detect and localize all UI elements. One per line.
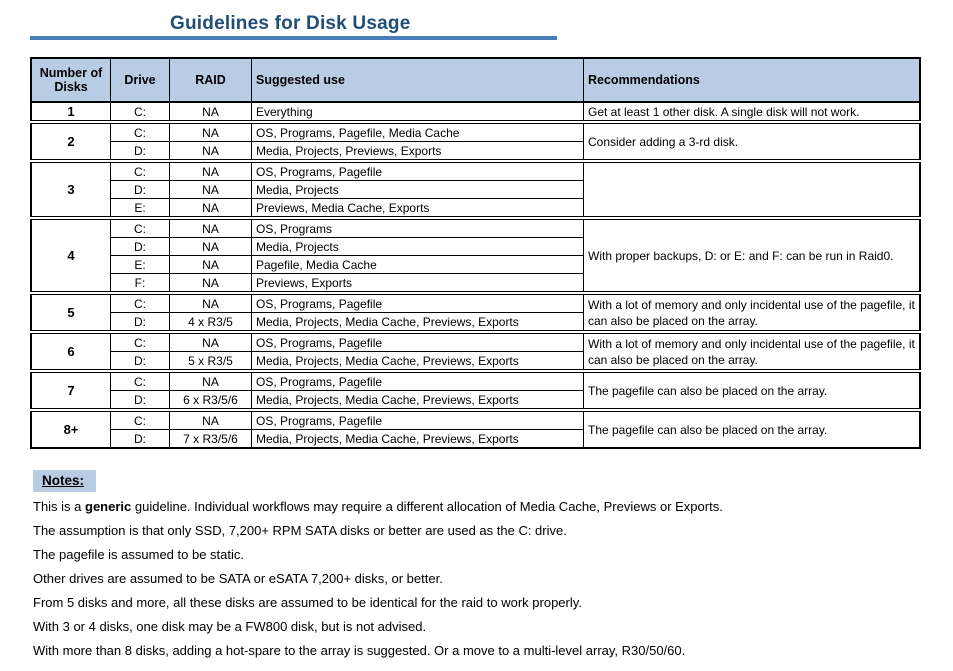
recommendation-cell: With a lot of memory and only incidental use of the pagefile, it can also be placed on the array. (584, 332, 921, 371)
use-cell: OS, Programs, Pagefile, Media Cache (252, 122, 584, 142)
use-cell: Previews, Exports (252, 274, 584, 294)
table-row (31, 122, 920, 142)
table-row (31, 371, 920, 391)
use-cell: Media, Projects (252, 238, 584, 256)
raid-cell: NA (170, 122, 252, 142)
note-text-part: This is a (33, 499, 86, 514)
drive-cell: C: (111, 332, 170, 352)
recommendation-cell (584, 161, 921, 218)
notes-section (33, 495, 933, 663)
raid-cell: 7 x R3/5/6 (170, 430, 252, 449)
raid-cell: NA (170, 181, 252, 199)
raid-cell: 4 x R3/5 (170, 313, 252, 333)
recommendation-cell: The pagefile can also be placed on the array. (584, 410, 921, 448)
raid-cell: NA (170, 256, 252, 274)
disk-usage-table (30, 57, 921, 449)
raid-cell: NA (170, 142, 252, 162)
drive-cell: E: (111, 199, 170, 219)
drive-cell: C: (111, 102, 170, 122)
recommendation-cell: Consider adding a 3-rd disk. (584, 122, 921, 161)
raid-cell: NA (170, 218, 252, 238)
raid-cell: NA (170, 238, 252, 256)
use-cell: Media, Projects, Media Cache, Previews, Exports (252, 430, 584, 449)
col-header-number-of-disks: Number of Disks (31, 58, 111, 102)
use-cell: OS, Programs (252, 218, 584, 238)
table-row (31, 102, 920, 122)
use-cell: Media, Projects, Media Cache, Previews, Exports (252, 313, 584, 333)
use-cell: OS, Programs, Pagefile (252, 161, 584, 181)
notes-label (33, 470, 96, 492)
raid-cell: 5 x R3/5 (170, 352, 252, 372)
recommendation-cell: With a lot of memory and only incidental use of the pagefile, it can also be placed on the array. (584, 293, 921, 332)
drive-cell: D: (111, 430, 170, 449)
col-header-suggested-use: Suggested use (252, 58, 584, 102)
raid-cell: NA (170, 293, 252, 313)
table-row (31, 218, 920, 238)
drive-cell: E: (111, 256, 170, 274)
col-header-recommendations: Recommendations (584, 58, 921, 102)
number-of-disks-cell: 4 (31, 218, 111, 293)
notes-label-text: Notes: (42, 473, 85, 488)
note-line: The assumption is that only SSD, 7,200+ RPM SATA disks or better are used as the C: drive. (33, 523, 567, 538)
use-cell: OS, Programs, Pagefile (252, 410, 584, 430)
number-of-disks-cell: 8+ (31, 410, 111, 448)
raid-cell: NA (170, 102, 252, 122)
note-text-part: guideline. Individual workflows may require a different allocation of Media Cache, Previews or Exports. (131, 499, 723, 514)
col-header-drive: Drive (111, 58, 170, 102)
drive-cell: D: (111, 142, 170, 162)
use-cell: Media, Projects, Media Cache, Previews, Exports (252, 391, 584, 411)
title-underline-rule (30, 36, 557, 40)
drive-cell: C: (111, 371, 170, 391)
drive-cell: C: (111, 122, 170, 142)
use-cell: Media, Projects, Media Cache, Previews, Exports (252, 352, 584, 372)
note-line: From 5 disks and more, all these disks are assumed to be identical for the raid to work properly. (33, 595, 582, 610)
table-body (31, 102, 920, 448)
use-cell: Everything (252, 102, 584, 122)
use-cell: Media, Projects, Previews, Exports (252, 142, 584, 162)
col-header-raid: RAID (170, 58, 252, 102)
raid-cell: NA (170, 161, 252, 181)
table-row (31, 332, 920, 352)
raid-cell: NA (170, 410, 252, 430)
table-header-row (31, 58, 920, 102)
use-cell: Pagefile, Media Cache (252, 256, 584, 274)
number-of-disks-cell: 1 (31, 102, 111, 122)
table-row (31, 410, 920, 430)
note-line: The pagefile is assumed to be static. (33, 547, 245, 562)
number-of-disks-cell: 6 (31, 332, 111, 371)
note-line: Other drives are assumed to be SATA or eSATA 7,200+ disks, or better. (33, 571, 443, 586)
raid-cell: NA (170, 332, 252, 352)
drive-cell: C: (111, 293, 170, 313)
use-cell: OS, Programs, Pagefile (252, 371, 584, 391)
note-line (33, 495, 933, 519)
number-of-disks-cell: 2 (31, 122, 111, 161)
raid-cell: NA (170, 199, 252, 219)
recommendation-cell: The pagefile can also be placed on the array. (584, 371, 921, 410)
drive-cell: D: (111, 181, 170, 199)
number-of-disks-cell: 7 (31, 371, 111, 410)
drive-cell: D: (111, 391, 170, 411)
drive-cell: D: (111, 352, 170, 372)
number-of-disks-cell: 3 (31, 161, 111, 218)
table-row (31, 161, 920, 181)
note-line: With 3 or 4 disks, one disk may be a FW800 disk, but is not advised. (33, 619, 427, 634)
drive-cell: C: (111, 161, 170, 181)
drive-cell: D: (111, 238, 170, 256)
drive-cell: D: (111, 313, 170, 333)
use-cell: Media, Projects (252, 181, 584, 199)
use-cell: OS, Programs, Pagefile (252, 293, 584, 313)
raid-cell: 6 x R3/5/6 (170, 391, 252, 411)
drive-cell: C: (111, 410, 170, 430)
use-cell: OS, Programs, Pagefile (252, 332, 584, 352)
note-line: With more than 8 disks, adding a hot-spare to the array is suggested. Or a move to a multi-level array, R30/50/60. (33, 643, 686, 658)
use-cell: Previews, Media Cache, Exports (252, 199, 584, 219)
note-text-bold: generic (85, 499, 132, 514)
page-title: Guidelines for Disk Usage (170, 13, 411, 34)
raid-cell: NA (170, 274, 252, 294)
drive-cell: F: (111, 274, 170, 294)
recommendation-cell: With proper backups, D: or E: and F: can be run in Raid0. (584, 218, 921, 293)
recommendation-cell: Get at least 1 other disk. A single disk will not work. (584, 102, 921, 122)
table-row (31, 293, 920, 313)
drive-cell: C: (111, 218, 170, 238)
number-of-disks-cell: 5 (31, 293, 111, 332)
raid-cell: NA (170, 371, 252, 391)
